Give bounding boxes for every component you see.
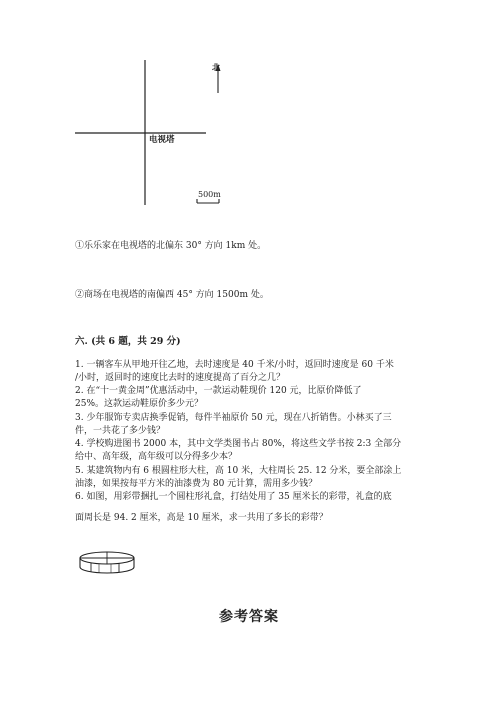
section-title: 六. (共 6 题，共 29 分) (75, 336, 181, 347)
question-line: 油漆，如果按每平方米的油漆费为 80 元计算，需用多少钱？ (75, 479, 318, 489)
north-label: 北 (212, 62, 220, 72)
question-line: 3. 少年服饰专卖店换季促销，每件半袖原价 50 元，现在八折销售。小林买了三 (75, 413, 392, 423)
question-line: 25%。这款运动鞋原价多少元？ (75, 399, 204, 409)
question-line: /小时，返回时的速度比去时的速度提高了百分之几？ (75, 373, 286, 383)
question-line: 5. 某建筑物内有 6 根圆柱形大柱，高 10 米，大柱周长 25. 12 分米，要全部涂上 (75, 466, 402, 476)
question-line: 4. 学校购进图书 2000 本，其中文学类图书占 80%，将这些文学书按 2:3 全部分 (75, 439, 402, 449)
statement-1: ①乐乐家在电视塔的北偏东 30° 方向 1km 处。 (75, 241, 267, 251)
question-line: 给中、高年级，高年级可以分得多少本？ (75, 452, 238, 462)
question-line: 1. 一辆客车从甲地开往乙地，去时速度是 40 千米/小时，返回时速度是 60 千米 (75, 360, 394, 370)
answer-title: 参考答案 (219, 609, 279, 625)
question-line: 2. 在“十一黄金周”优惠活动中，一款运动鞋现价 120 元，比原价降低了 (75, 386, 362, 396)
scale-label: 500m (198, 190, 221, 199)
question-6-continuation: 面周长是 94. 2 厘米，高是 10 厘米，求一共用了多长的彩带？ (75, 513, 328, 523)
tower-label: 电视塔 (149, 135, 175, 145)
gift-box-figure (77, 549, 137, 577)
statement-2: ②商场在电视塔的南偏西 45° 方向 1500m 处。 (75, 290, 269, 300)
question-line: 6. 如图，用彩带捆扎一个圆柱形礼盒，打结处用了 35 厘米长的彩带，礼盒的底 (75, 492, 392, 502)
question-line: 件，一共花了多少钱？ (75, 426, 166, 436)
